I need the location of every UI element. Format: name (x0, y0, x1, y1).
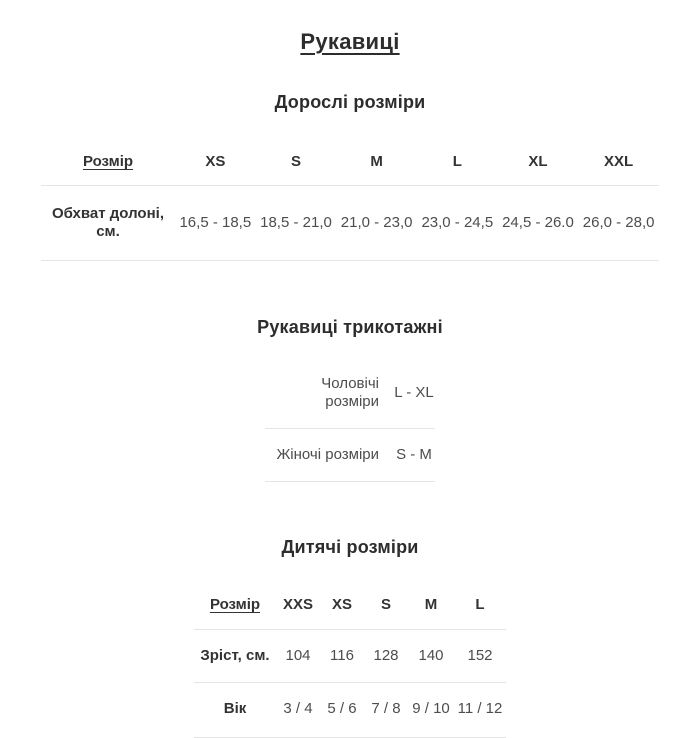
adult-sizes-heading: Дорослі розміри (274, 92, 426, 112)
palm-girth-value-m: 21,0 - 23,0 (336, 186, 417, 261)
kids-height-row (194, 630, 506, 683)
height-row-label: Зріст, см. (194, 630, 276, 683)
palm-girth-value-s: 18,5 - 21,0 (256, 186, 337, 261)
age-value-m: 9 / 10 (408, 683, 454, 738)
palm-girth-value-l: 23,0 - 24,5 (417, 186, 498, 261)
adult-size-column-header (41, 123, 175, 186)
kids-age-row (194, 683, 506, 738)
size-header-label: Розмір (82, 153, 134, 170)
adult-table-header-row (41, 123, 659, 186)
kids-sizes-table (194, 581, 506, 738)
page-title (0, 31, 700, 53)
adult-size-header-l: L (417, 123, 498, 186)
height-value-xxs: 104 (276, 630, 320, 683)
height-value-xs: 116 (320, 630, 364, 683)
adult-sizes-table (41, 123, 659, 261)
kids-table-header-row (194, 581, 506, 630)
height-value-l: 152 (454, 630, 506, 683)
kids-size-header-l: L (454, 581, 506, 630)
palm-girth-value-xl: 24,5 - 26.0 (498, 186, 579, 261)
age-row-label: Вік (194, 683, 276, 738)
kids-size-header-s: S (364, 581, 408, 630)
womens-sizes-label: Жіночі розміри (265, 429, 393, 482)
kids-size-header-xs: XS (320, 581, 364, 630)
adult-size-header-xl: XL (498, 123, 579, 186)
womens-sizes-value: S - M (393, 429, 435, 482)
age-value-s: 7 / 8 (364, 683, 408, 738)
kids-size-column-header (194, 581, 276, 630)
age-value-xs: 5 / 6 (320, 683, 364, 738)
adult-size-header-s: S (256, 123, 337, 186)
palm-girth-value-xxl: 26,0 - 28,0 (578, 186, 659, 261)
knitted-gloves-heading: Рукавиці трикотажні (257, 317, 443, 337)
mens-sizes-value: L - XL (393, 358, 435, 429)
adult-size-header-m: M (336, 123, 417, 186)
size-guide-page (0, 31, 700, 731)
mens-sizes-row (265, 358, 435, 429)
height-value-s: 128 (364, 630, 408, 683)
kids-sizes-heading: Дитячі розміри (281, 537, 419, 557)
knitted-gloves-table (265, 358, 435, 482)
adult-palm-girth-row (41, 186, 659, 261)
palm-girth-row-label: Обхват долоні, см. (41, 186, 175, 261)
kids-size-header-xxs: XXS (276, 581, 320, 630)
adult-size-header-xxl: XXL (578, 123, 659, 186)
adult-size-header-xs: XS (175, 123, 256, 186)
age-value-l: 11 / 12 (454, 683, 506, 738)
mens-sizes-label: Чоловічі розміри (265, 358, 393, 429)
kids-size-header-m: M (408, 581, 454, 630)
page-title-text: Рукавиці (300, 29, 400, 54)
palm-girth-value-xs: 16,5 - 18,5 (175, 186, 256, 261)
womens-sizes-row (265, 429, 435, 482)
age-value-xxs: 3 / 4 (276, 683, 320, 738)
height-value-m: 140 (408, 630, 454, 683)
kids-size-header-label: Розмір (209, 596, 261, 613)
